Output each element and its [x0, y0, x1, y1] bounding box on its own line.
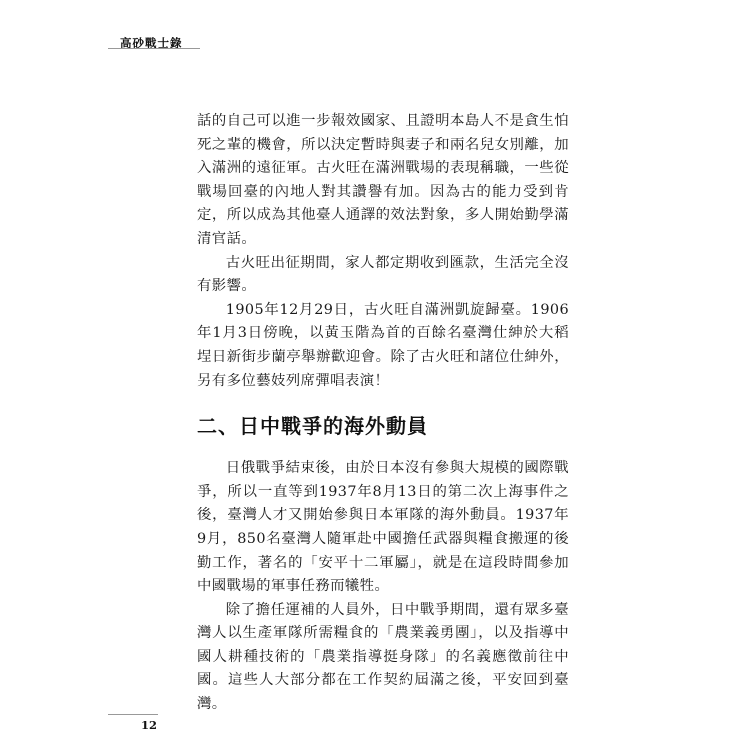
header-rule	[108, 48, 200, 49]
paragraph-continued: 話的自己可以進一步報效國家、且證明本島人不是貪生怕死之輩的機會，所以決定暫時與妻子和兩名兒女別離，加入滿洲的遠征軍。古火旺在滿洲戰場的表現稱職，一些從戰場回臺的內地人對其讚譽有加。因為古的能力受到肯定，所以成為其他臺人通譯的效法對象，多人開始勤學滿清官話。	[197, 113, 569, 247]
paragraph-agricultural-corps: 除了擔任運補的人員外，日中戰爭期間，還有眾多臺灣人以生產軍隊所需糧食的「農業義勇團」，以及指導中國人耕種技術的「農業指導挺身隊」的名義應徵前往中國。這些人大部分都在工作契約屆滿之後，平安回到臺灣。	[197, 601, 569, 713]
paragraph-welcome-party: 1905年12月29日，古火旺自滿洲凱旋歸臺。1906年1月3日傍晚，以黃玉階為首的百餘名臺灣仕紳於大稻埕日新街步蘭亭舉辦歡迎會。除了古火旺和諸位仕紳外，另有多位藝妓列席彈唱表演！	[197, 301, 569, 389]
body-text	[197, 110, 569, 717]
paragraph-mobilization: 日俄戰爭結束後，由於日本沒有參與大規模的國際戰爭，所以一直等到1937年8月13日的第二次上海事件之後，臺灣人才又開始參與日本軍隊的海外動員。1937年9月，850名臺灣人隨軍赴中國擔任武器與糧食搬運的後勤工作，著名的「安平十二軍屬」，就是在這段時間參加中國戰場的軍事任務而犧牲。	[197, 460, 569, 595]
section-heading: 二、日中戰爭的海外動員	[197, 414, 428, 439]
page-number: 12	[141, 718, 158, 732]
paragraph-remittance: 古火旺出征期間，家人都定期收到匯款，生活完全沒有影響。	[197, 254, 569, 295]
footer-rule	[108, 714, 158, 715]
running-header-title: 高砂戰士錄	[120, 36, 183, 50]
